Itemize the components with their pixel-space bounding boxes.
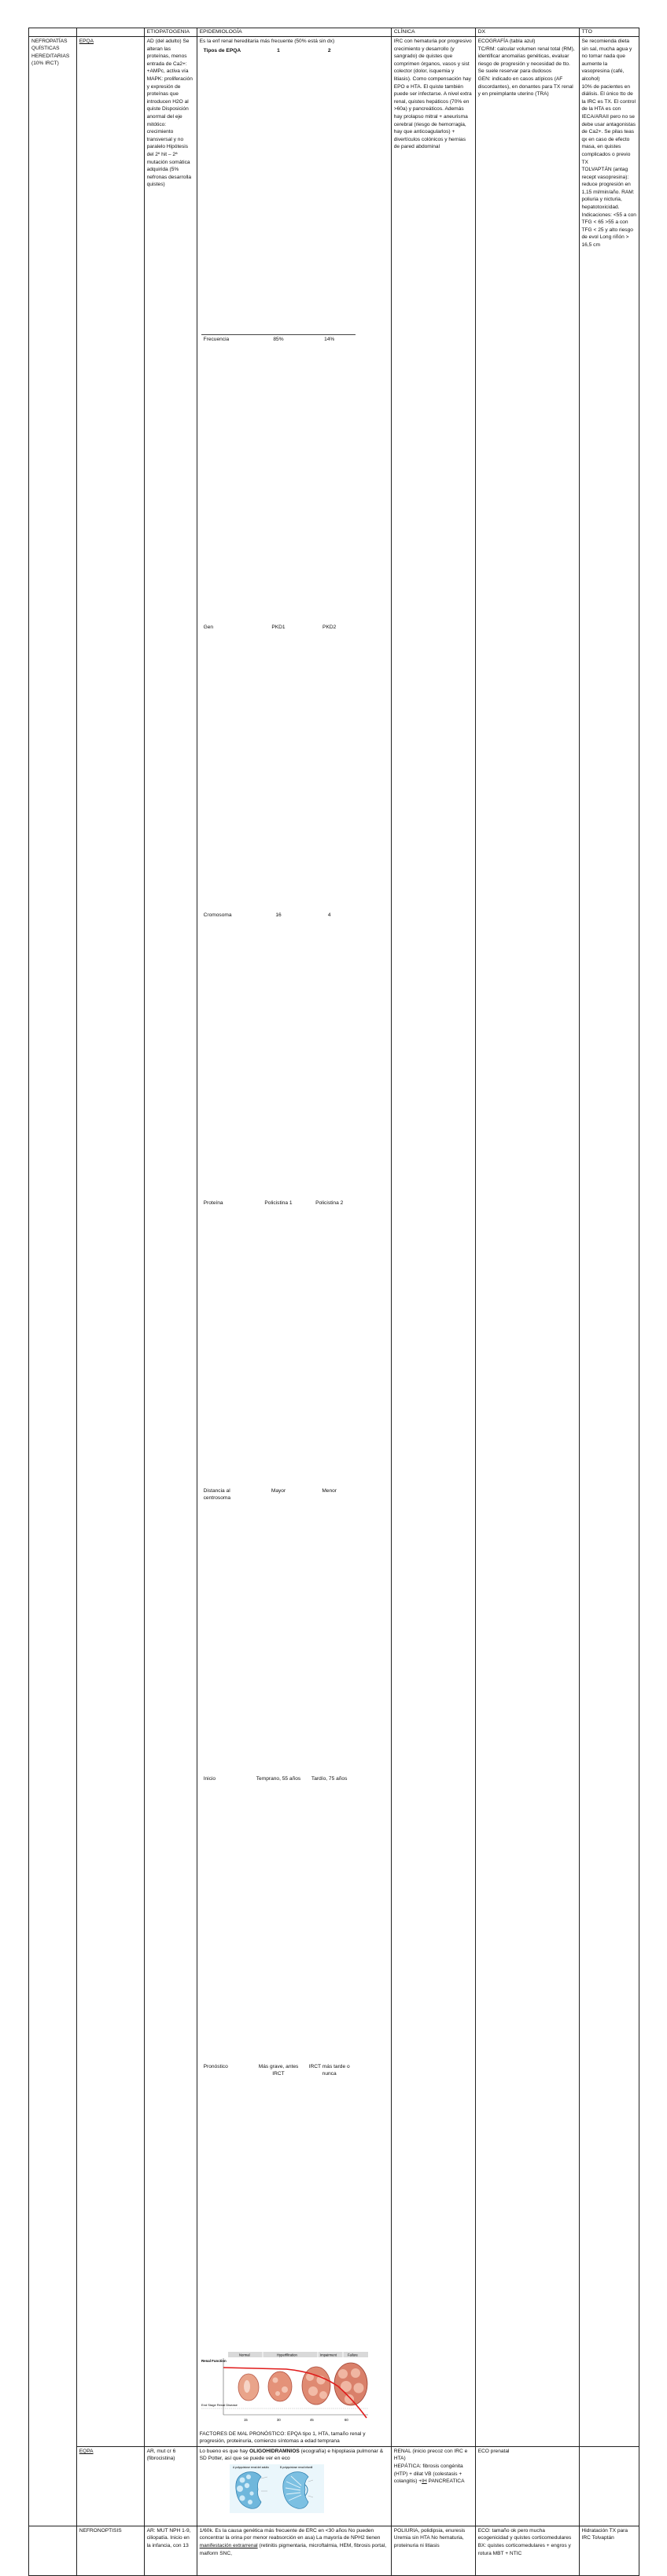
stage-normal: Normal (238, 2353, 250, 2357)
cli-nefronoptisis: POLIURIA, polidipsia, enuresis Uremia sin HTA No hematuria, proteinuria ni litiasis (391, 2526, 475, 2575)
header-empty-1 (29, 28, 77, 37)
epi-eqpa-oligo: OLIGOHIDRAMNIOS (249, 2448, 300, 2454)
figure-title-a: A polyquistose renal del adulto (232, 2465, 269, 2469)
types-cell: Distancia al centrosoma (203, 1487, 231, 1502)
kidney-illustrations (238, 2363, 367, 2405)
tick-60: 60 (344, 2417, 348, 2422)
cli-eqpa-hepatic: HEPÁTICA: fibrosis congénita (HTP) + dilat VB (colestasis + colangitis) + (393, 2463, 463, 2485)
cli-epqa: IRC con hematuria por progresivo crecimiento y desarrollo (y sangrado) de quistes que comprimen órganos, vasos y sist colector (dolor, isquemia y litiasis). Como compensación hay EPO e HTA. El quiste también puede ser infectarse. A nivel extra renal, quistes hepáticos (70% en >60a) y pancreáticos. Además hay prolapso mitral + aneurisma cerebral (riesgo de hemorragia, hay que anticoagularlos) + divertículos colónicos y hernias de pared abdominal (391, 37, 475, 2447)
epqa-types-table (201, 46, 356, 2350)
table-row-epqa (29, 37, 639, 2447)
dx-eqpa: ECO prenatal (475, 2446, 579, 2526)
tick-45: 45 (309, 2417, 314, 2422)
header-row (29, 28, 639, 37)
table-row (201, 623, 356, 911)
types-head-2: 2 (304, 46, 356, 335)
types-cell: Más grave, antes IRCT (258, 2063, 299, 2077)
header-clinica: CLÍNICA (391, 28, 475, 37)
table-row (201, 2062, 356, 2350)
table-row-nefronoptisis (29, 2526, 639, 2575)
tto-epqa-control: 10% de pacientes en diálisis. El único tto de la IRC es TX. El control de la HTA es con IECA/ARAII pero no se debe usar antagonistas de Ca2+. Se pilas teas qx en caso de efecto masa, en quistes complicados o previo TX (581, 83, 636, 165)
epi-nefro-c: (retinitis pigmentaria, microftalmia, HEM, fibrosis portal, malform SNC, (199, 2542, 387, 2556)
etio-nefronoptisis: AR: MUT NPH 1-9, ciliopatía. Inicio en la infancia, con 13 (144, 2526, 197, 2575)
types-cell: Inicio (203, 1775, 216, 1782)
table-row (201, 1774, 356, 2062)
epi-epqa-intro: Es la enf renal hereditaria más frecuente (50% está sin dx) (199, 39, 335, 44)
stage-hyperfiltration: Hyperfiltration (276, 2353, 297, 2357)
row-name-eqpa: EQPA (76, 2446, 144, 2526)
dx-epqa-tc: TC/RM: calcular volumen renal total (RM), identificar anomalías genéticas, evaluar riesgo de progresión y necesidad de tto. Se suele reservar para dudosos (477, 46, 575, 75)
epi-epqa-factors: FACTORES DE MAL PRONÓSTICO: EPQA tipo 1, HTA, tamaño renal y progresión, proteinuria, comienzo síntomas a edad temprana (199, 2430, 366, 2445)
cli-eqpa-pancreatic: PANCREATICA (426, 2478, 465, 2485)
renal-function-label: Renal Function (201, 2358, 227, 2363)
cli-eqpa-renal: RENAL (inicio precoz con IRC e HTA) (393, 2448, 468, 2462)
group-title: NEFROPATÍAS QUÍSTICAS HEREDITARIAS (10% IRCT) (29, 37, 77, 2526)
tick-30: 30 (276, 2417, 281, 2422)
cli-eqpa-ih: IH (422, 2478, 427, 2485)
types-cell: Proteína (203, 1200, 223, 1206)
types-cell: IRCT más tarde o nunca (308, 2063, 350, 2077)
epi-nefronoptisis (197, 2526, 391, 2575)
table-row-eqpa (29, 2446, 639, 2526)
types-cell: 14% (324, 336, 335, 342)
dx-epqa-gen: GEN: indicado en casos atípicos (AF discordantes), en donantes para TX renal y en preimplante uterino (TRA) (477, 76, 573, 98)
header-etiopatogenia: ETIOPATOGENIA (144, 28, 197, 37)
table-row (201, 911, 356, 1199)
group-empty (29, 2526, 77, 2575)
etio-eqpa: AR, mut cr 6 (fibrocistina) (144, 2446, 197, 2526)
stage-failure: Failure (347, 2353, 358, 2357)
etio-epqa: AD (del adulto) Se alteran las proteínas, menos entrada de Ca2+: +AMPc, activa vía MAPK: proliferación y expresión de proteínas que introducen H2O al quiste Disposición anormal del eje mitótico: crecimiento transversal y no paralelo Hipótesis del 2º hit – 2ª mutación somática adquirida (5% nefronas desarrolla quistes) (144, 37, 197, 2447)
polycystic-kidney-figure (230, 2464, 324, 2513)
tick-15: 15 (243, 2417, 248, 2422)
epqa-types-head (201, 46, 356, 335)
types-cell: Menor (322, 1487, 337, 1494)
tto-epqa (579, 37, 639, 2447)
types-cell: 4 (327, 912, 331, 918)
epi-eqpa (197, 2446, 391, 2526)
header-empty-2 (76, 28, 144, 37)
types-cell: Tardío, 75 años (311, 1775, 348, 1782)
kidney-comparison-diagram (230, 2464, 324, 2513)
types-cell: PKD2 (322, 624, 337, 630)
kidney-disease-table (28, 28, 639, 2576)
table-row (201, 1487, 356, 1774)
header-tto: TTO (579, 28, 639, 37)
epi-nefro-extrarenal: manifestación extrarrenal (199, 2542, 258, 2548)
types-cell: Mayor (271, 1487, 286, 1494)
renal-decline-diagram (200, 2352, 370, 2429)
infant-kidney-illustration (282, 2472, 308, 2509)
types-cell: Cromosoma (203, 912, 232, 918)
tto-eqpa (579, 2446, 639, 2526)
dx-epqa (475, 37, 579, 2447)
dx-epqa-eco: ECOGRAFÍA (tabla azul) (477, 39, 536, 44)
dx-nefro-eco: ECO: tamaño ok pero mucha ecogenicidad y quistes corticomedulares (477, 2527, 572, 2541)
types-cell: Pronóstico (203, 2063, 228, 2069)
types-head-1: 1 (253, 46, 303, 335)
epi-nefro-a: 1/60k. Es la causa genética más frecuente de ERC en <30 años No pueden concentrar la orina por menor reabsorción en asa) La mayoría de NPH2 tienen (199, 2527, 381, 2541)
tto-epqa-diet: Se recomienda dieta sin sal, mucha agua y no tomar nada que aumente la vasopresina (café, alcohol) (581, 39, 632, 82)
figure-title-b: B polyquistose renal infantil (279, 2465, 312, 2469)
renal-function-figure (200, 2352, 370, 2429)
table-row (201, 1199, 356, 1487)
stage-impairment: Impairment (319, 2353, 337, 2357)
types-cell: Policistina 1 (264, 1200, 293, 1206)
epi-eqpa-a: Lo bueno es que hay (199, 2448, 250, 2454)
types-head-0: Tipos de EPQA (201, 46, 254, 335)
dx-nefro-bx: BX: quistes corticomedulares + engros y rotura MBT + NTIC (477, 2542, 571, 2556)
dx-nefronoptisis (475, 2526, 579, 2575)
header-dx: DX (475, 28, 579, 37)
header-epidemiologia: EPIDEMIOLOGÍA (197, 28, 391, 37)
types-cell: 16 (275, 912, 282, 918)
tto-epqa-tolvaptan: TOLVAPTÁN (antag recept vasopresina): reduce progresión en 1,15 ml/min/año. RAM: poliuria y nicturia, hepatotoxicidad. Indicaciones: <55 a con TFG < 65 >55 a con TFG < 25 y alto riesgo de evol Long riñón > 16,5 cm (581, 167, 636, 249)
epi-eqpa-c: (ecografía) e hipoplasia pulmonar & SD Potter, así que se puede ver en eco (199, 2448, 384, 2462)
types-cell: Gen (203, 624, 214, 630)
adult-kidney-illustration (235, 2472, 260, 2509)
types-cell: 85% (273, 336, 284, 342)
row-name-nefronoptisis: NEFRONOPTISIS (76, 2526, 144, 2575)
types-cell: Temprano, 55 años (256, 1775, 301, 1782)
epi-epqa (197, 37, 391, 2447)
table-row (201, 334, 356, 623)
cli-eqpa (391, 2446, 475, 2526)
types-cell: Policistina 2 (315, 1200, 344, 1206)
row-name-epqa: EPQA (76, 37, 144, 2447)
end-stage-label: End Stage Renal Disease (201, 2402, 238, 2407)
types-cell: Frecuencia (203, 336, 230, 342)
tto-nefronoptisis: Hidratación TX para IRC Tolvaptán (579, 2526, 639, 2575)
types-cell: PKD1 (271, 624, 286, 630)
